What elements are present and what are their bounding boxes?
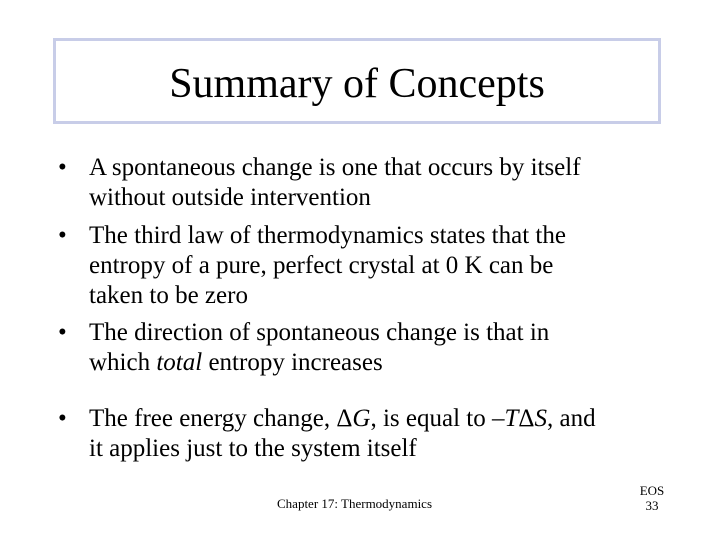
title-box bbox=[53, 38, 661, 124]
bullet-text bbox=[89, 153, 669, 213]
symbol-g: G bbox=[352, 405, 371, 432]
bullet-line: A spontaneous change is one that occurs by itself bbox=[89, 154, 581, 181]
bullet-text bbox=[89, 404, 669, 464]
emphasis-total: total bbox=[156, 349, 203, 376]
footer-label: EOS bbox=[639, 483, 665, 498]
bullet-text bbox=[89, 221, 669, 311]
bullet-line: entropy of a pure, perfect crystal at 0 K can be bbox=[89, 252, 554, 279]
text-run: , is equal to bbox=[370, 405, 492, 432]
bullet-line: The direction of spontaneous change is that in bbox=[89, 319, 550, 346]
delta-symbol: Δ bbox=[518, 405, 535, 432]
slide-title: Summary of Concepts bbox=[169, 61, 545, 107]
bullet-dot-icon: • bbox=[58, 319, 67, 346]
text-run: which bbox=[89, 349, 157, 376]
bullet-line: taken to be zero bbox=[89, 282, 248, 309]
text-run: , and bbox=[546, 405, 596, 432]
footer-chapter: Chapter 17: Thermodynamics bbox=[277, 496, 433, 511]
bullet-line: without outside intervention bbox=[89, 184, 371, 211]
bullet-line bbox=[89, 348, 669, 378]
minus-sign: – bbox=[491, 405, 505, 432]
text-run: The free energy change, bbox=[89, 405, 337, 432]
bullet-dot-icon: • bbox=[58, 154, 67, 181]
symbol-t: T bbox=[504, 405, 519, 432]
bullet-dot-icon: • bbox=[58, 222, 67, 249]
bullet-line: The third law of thermodynamics states that the bbox=[89, 222, 566, 249]
bullet-line: it applies just to the system itself bbox=[89, 435, 417, 462]
bullet-dot-icon: • bbox=[58, 405, 67, 432]
bullet-line bbox=[89, 404, 669, 434]
bullet-text bbox=[89, 318, 669, 378]
footer-page-info bbox=[620, 483, 684, 513]
page-number: 33 bbox=[645, 498, 659, 513]
text-run: entropy increases bbox=[202, 349, 383, 376]
symbol-s: S bbox=[534, 405, 547, 432]
delta-symbol: Δ bbox=[336, 405, 353, 432]
